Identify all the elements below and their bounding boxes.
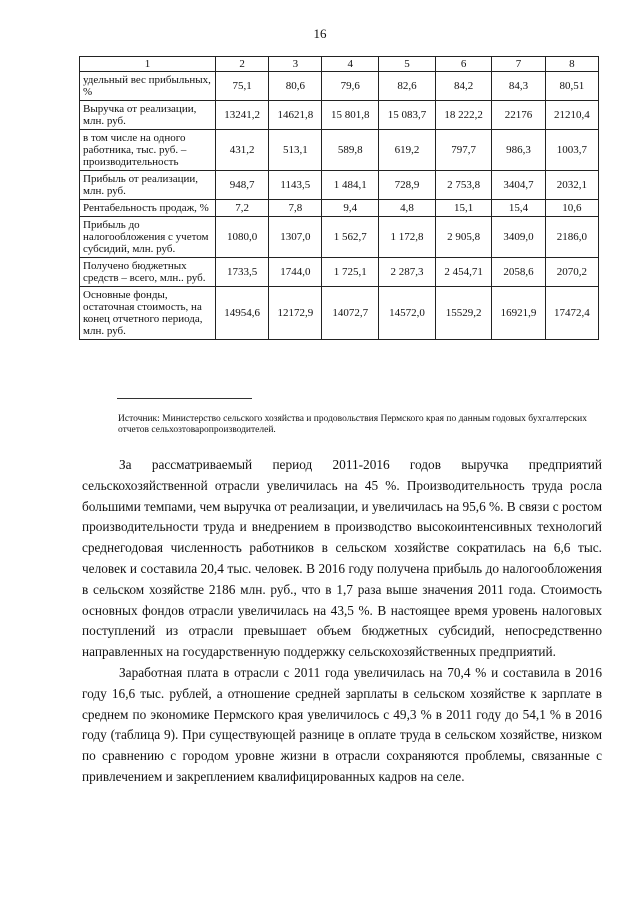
table-cell: 3409,0 [492, 217, 545, 258]
row-label: Прибыль от реализации, млн. руб. [80, 171, 216, 200]
statistics-table [79, 56, 599, 340]
table-cell: 15,1 [435, 200, 492, 217]
table-row [80, 287, 599, 340]
table-cell: 82,6 [379, 72, 436, 101]
table-cell: 84,3 [492, 72, 545, 101]
table-cell: 15529,2 [435, 287, 492, 340]
table-row [80, 101, 599, 130]
table-cell: 80,51 [545, 72, 598, 101]
column-header: 2 [216, 57, 269, 72]
table-cell: 18 222,2 [435, 101, 492, 130]
table-cell: 1 725,1 [322, 258, 379, 287]
table-cell: 22176 [492, 101, 545, 130]
table-row [80, 217, 599, 258]
paragraph: За рассматриваемый период 2011-2016 годов выручка предприятий сельскохозяйственной отрасли увеличилась на 45 %. Производительность труда росла большими темпами, чем выручка от реализации, и увеличилась на 95,6 %. В связи с ростом производительности труда и внедрением в производство высокоинтенсивных технологий среднегодовая численность работников в сельском хозяйстве сократилась на 6,6 тыс. человек и составила 20,4 тыс. человек. В 2016 году получена прибыль до налогообложения в сельском хозяйстве 2186 млн. руб., что в 1,7 раза выше значения 2011 года. Стоимость основных фондов отрасли увеличилась на 43,5 %. В настоящее время уровень налоговых поступлений из отрасли превышает объем бюджетных субсидий, непосредственно направленных на государственную поддержку сельскохозяйственных предприятий. [82, 457, 602, 660]
table-cell: 14572,0 [379, 287, 436, 340]
column-header: 5 [379, 57, 436, 72]
table-cell: 15 801,8 [322, 101, 379, 130]
row-label: в том числе на одного работника, тыс. руб. – производительность [80, 130, 216, 171]
table-row [80, 200, 599, 217]
table-cell: 10,6 [545, 200, 598, 217]
table-cell: 619,2 [379, 130, 436, 171]
footnote-divider [117, 398, 252, 399]
table-cell: 15 083,7 [379, 101, 436, 130]
table-cell: 2058,6 [492, 258, 545, 287]
row-label: Прибыль до налогообложения с учетом субсидий, млн. руб. [80, 217, 216, 258]
table-cell: 2032,1 [545, 171, 598, 200]
table-cell: 2070,2 [545, 258, 598, 287]
column-header: 1 [80, 57, 216, 72]
table-cell: 1143,5 [269, 171, 322, 200]
table-row [80, 130, 599, 171]
table-cell: 986,3 [492, 130, 545, 171]
row-label: Основные фонды, остаточная стоимость, на конец отчетного периода, млн. руб. [80, 287, 216, 340]
table-cell: 513,1 [269, 130, 322, 171]
table-cell: 17472,4 [545, 287, 598, 340]
table-cell: 1 172,8 [379, 217, 436, 258]
row-label: Рентабельность продаж, % [80, 200, 216, 217]
source-footnote: Источник: Министерство сельского хозяйства и продовольствия Пермского края по данным годовых бухгалтерских отчетов сельхозтоваропроизводителей. [118, 414, 587, 435]
table-cell: 75,1 [216, 72, 269, 101]
paragraph: Заработная плата в отрасли с 2011 года увеличилась на 70,4 % и составила в 2016 году 16,6 тыс. рублей, а отношение средней зарплаты в сельском хозяйстве к зарплате в среднем по экономике Пермского края увеличилось с 49,3 % в 2011 году до 54,1 % в 2016 году (таблица 9). При существующей разнице в оплате труда в сельском хозяйстве, низком по сравнению с городом уровне жизни в отрасли сохраняются проблемы, связанные с привлечением и закреплением квалифицированных кадров на селе. [82, 664, 602, 784]
table-cell: 80,6 [269, 72, 322, 101]
table-cell: 948,7 [216, 171, 269, 200]
table-cell: 14621,8 [269, 101, 322, 130]
table-cell: 2 753,8 [435, 171, 492, 200]
row-label: Получено бюджетных средств – всего, млн.. руб. [80, 258, 216, 287]
table-cell: 2 905,8 [435, 217, 492, 258]
row-label: удельный вес прибыльных, % [80, 72, 216, 101]
table-cell: 15,4 [492, 200, 545, 217]
table-row [80, 72, 599, 101]
table-row [80, 258, 599, 287]
table-cell: 14072,7 [322, 287, 379, 340]
table-cell: 21210,4 [545, 101, 598, 130]
table-cell: 16921,9 [492, 287, 545, 340]
table-row [80, 171, 599, 200]
table-cell: 2186,0 [545, 217, 598, 258]
column-header: 4 [322, 57, 379, 72]
table-cell: 1 484,1 [322, 171, 379, 200]
table-cell: 4,8 [379, 200, 436, 217]
table-cell: 1 562,7 [322, 217, 379, 258]
table-header-row [80, 57, 599, 72]
table-cell: 1733,5 [216, 258, 269, 287]
table-cell: 1003,7 [545, 130, 598, 171]
table-cell: 1080,0 [216, 217, 269, 258]
table-cell: 797,7 [435, 130, 492, 171]
row-label: Выручка от реализации, млн. руб. [80, 101, 216, 130]
table-cell: 7,8 [269, 200, 322, 217]
table-cell: 2 287,3 [379, 258, 436, 287]
table-cell: 79,6 [322, 72, 379, 101]
body-text [82, 455, 602, 788]
table-cell: 589,8 [322, 130, 379, 171]
table-cell: 431,2 [216, 130, 269, 171]
table-cell: 9,4 [322, 200, 379, 217]
table-cell: 728,9 [379, 171, 436, 200]
table-cell: 14954,6 [216, 287, 269, 340]
table-cell: 12172,9 [269, 287, 322, 340]
table-cell: 84,2 [435, 72, 492, 101]
table-cell: 3404,7 [492, 171, 545, 200]
table-cell: 1307,0 [269, 217, 322, 258]
table-cell: 2 454,71 [435, 258, 492, 287]
column-header: 6 [435, 57, 492, 72]
column-header: 3 [269, 57, 322, 72]
column-header: 8 [545, 57, 598, 72]
table-cell: 1744,0 [269, 258, 322, 287]
table-cell: 13241,2 [216, 101, 269, 130]
page-number: 16 [313, 26, 327, 41]
table-cell: 7,2 [216, 200, 269, 217]
column-header: 7 [492, 57, 545, 72]
